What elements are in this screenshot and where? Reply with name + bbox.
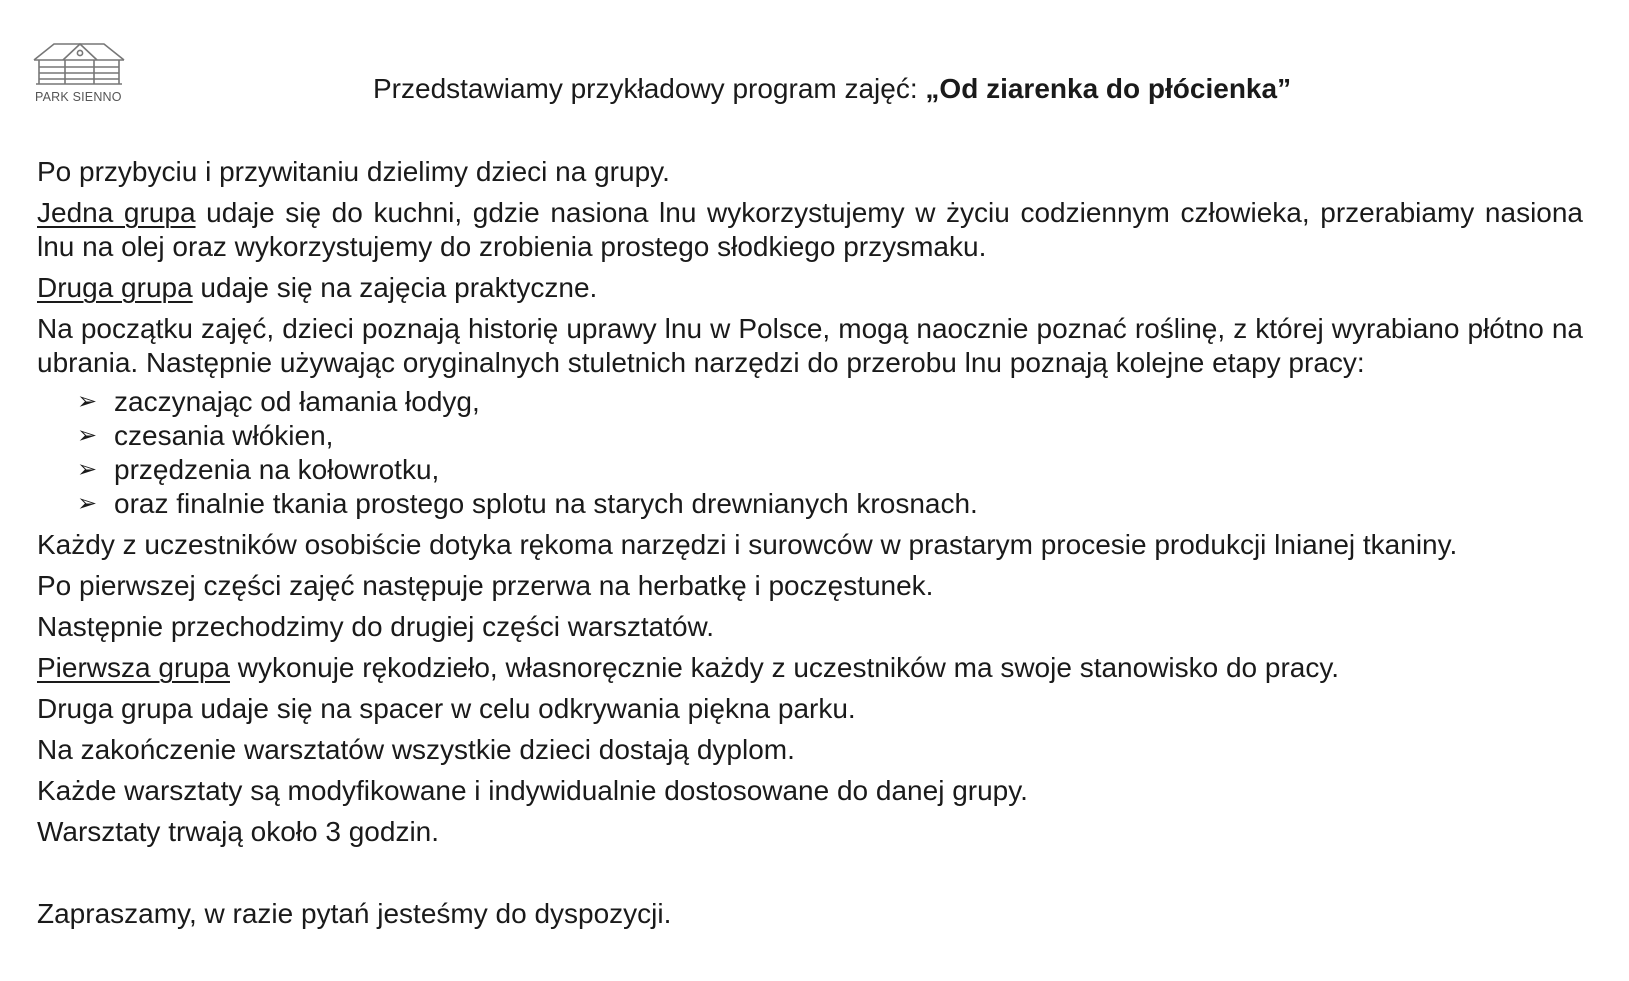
list-item (77, 419, 1583, 453)
underlined-group-one: Jedna grupa (37, 197, 196, 228)
paragraph-invitation: Zapraszamy, w razie pytań jesteśmy do dyspozycji. (37, 898, 672, 929)
paragraph-arrival: Po przybyciu i przywitaniu dzielimy dzieci na grupy. (37, 156, 670, 187)
blank-line (37, 849, 1583, 897)
list-item-text: oraz finalnie tkania prostego splotu na starych drewnianych krosnach. (114, 488, 978, 519)
list-item-text: czesania włókien, (114, 420, 334, 451)
paragraph-break: Po pierwszej części zajęć następuje przerwa na herbatkę i poczęstunek. (37, 570, 934, 601)
paragraph-first-group-craft (37, 651, 1583, 685)
paragraph-history: Na początku zajęć, dzieci poznają historię uprawy lnu w Polsce, mogą naocznie poznać roślinę, z której wyrabiano płótno na ubrania. Następnie używając oryginalnych stuletnich narzędzi do przerobu lnu poznają kolejne etapy pracy: (37, 313, 1583, 378)
list-item (77, 453, 1583, 487)
page-title (373, 73, 1291, 105)
arrow-bullet-icon: ➢ (77, 422, 98, 449)
paragraph-participants: Każdy z uczestników osobiście dotyka rękoma narzędzi i surowców w prastarym procesie produkcji lnianej tkaniny. (37, 529, 1458, 560)
paragraph-second-group-walk: Druga grupa udaje się na spacer w celu odkrywania piękna parku. (37, 693, 856, 724)
arrow-bullet-icon: ➢ (77, 388, 98, 415)
paragraph-customized: Każde warsztaty są modyfikowane i indywidualnie dostosowane do danej grupy. (37, 775, 1028, 806)
paragraph-group-two-text: udaje się na zajęcia praktyczne. (192, 272, 598, 303)
document-body (37, 155, 1583, 931)
title-prefix: Przedstawiamy przykładowy program zajęć: (373, 73, 926, 104)
underlined-group-two: Druga grupa (37, 272, 193, 303)
park-sienno-logo (30, 40, 130, 106)
paragraph-second-part: Następnie przechodzimy do drugiej części warsztatów. (37, 611, 714, 642)
paragraph-group-two (37, 271, 1583, 305)
list-item-text: zaczynając od łamania łodyg, (114, 386, 480, 417)
paragraph-duration: Warsztaty trwają około 3 godzin. (37, 816, 440, 847)
underlined-first-group: Pierwsza grupa (37, 652, 230, 683)
paragraph-group-one (37, 196, 1583, 264)
paragraph-first-group-craft-text: wykonuje rękodzieło, własnoręcznie każdy z uczestników ma swoje stanowisko do pracy. (229, 652, 1340, 683)
title-program-name: „Od ziarenka do płócienka” (925, 73, 1292, 104)
list-item (77, 385, 1583, 419)
list-item (77, 487, 1583, 521)
house-logo-icon (32, 40, 128, 86)
stages-list (37, 385, 1583, 521)
paragraph-diploma: Na zakończenie warsztatów wszystkie dzieci dostają dyplom. (37, 734, 795, 765)
arrow-bullet-icon: ➢ (77, 456, 98, 483)
logo-text: PARK SIENNO (35, 90, 122, 104)
arrow-bullet-icon: ➢ (77, 490, 98, 517)
list-item-text: przędzenia na kołowrotku, (114, 454, 440, 485)
paragraph-group-one-text: udaje się do kuchni, gdzie nasiona lnu wykorzystujemy w życiu codziennym człowieka, przerabiamy nasiona lnu na olej oraz wykorzystujemy do zrobienia prostego słodkiego przysmaku. (37, 197, 1584, 262)
